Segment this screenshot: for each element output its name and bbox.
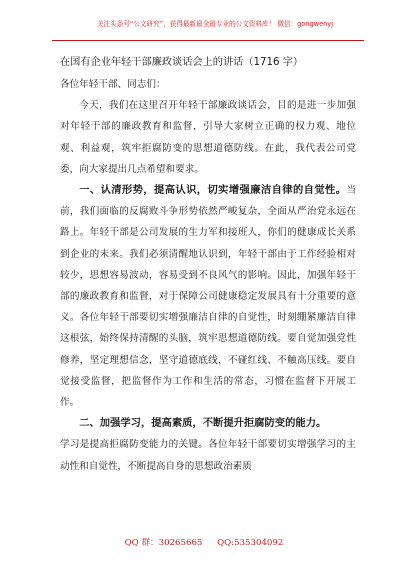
footer-qq: QQ:535304092: [217, 538, 284, 548]
document-body: [60, 54, 356, 477]
footer-qq-group: QQ 群：30265665: [124, 538, 203, 548]
section-2-paragraph: [60, 413, 356, 434]
header-banner: 关注头条号“公文研究”，获得最新最全最专业的公文资料库！ 微信：gongwenyj: [96, 20, 334, 28]
section-1-paragraph: [60, 180, 356, 413]
section-2-heading: 二、加强学习，提高素质，不断提升拒腐防变的能力。: [79, 417, 327, 430]
intro-paragraph: 今天，我们在这里召开年轻干部廉政谈话会，目的是进一步加强对年轻干部的廉政教育和监督，引导大家树立正确的权力观、地位观、利益观，筑牢拒腐防变的思想道德防线。在此，我代表公司党委，向大家提出几点希望和要求。: [60, 100, 356, 175]
document-title: 在国有企业年轻干部廉政谈话会上的讲话（1716 字）: [60, 57, 304, 68]
section-1-heading: 一、认清形势，提高认识，切实增强廉洁自律的自觉性。: [79, 184, 347, 197]
footer-contact: [0, 536, 408, 548]
header-divider: [52, 40, 364, 41]
salutation: 各位年轻干部、同志们：: [60, 79, 166, 90]
section-1-body: 当前，我们面临的反腐败斗争形势依然严峻复杂，全面从严治党永远在路上。年轻干部是公司发展的生力军和接班人，你们的健康成长关系到企业的未来。我们必须清醒地认识到，年轻干部由于工作经验相对较少，思想容易波动，容易受到不良风气的影响。因此，加强年轻干部的廉政教育和监督，对于保障公司健康稳定发展具有十分重要的意义。各位年轻干部要切实增强廉洁自律的自觉性，时刻绷紧廉洁自律这根弦，始终保持清醒的头脑，筑牢思想道德防线。要自觉加强党性修养，坚定理想信念，坚守道德底线，不碰红线、不触高压线。要自觉接受监督，把监督作为工作和生活的常态，习惯在监督下开展工作。: [60, 185, 356, 409]
section-2-body: 学习是提高拒腐防变能力的关键。各位年轻干部要切实增强学习的主动性和自觉性，不断提高自身的思想政治素质: [60, 439, 356, 472]
